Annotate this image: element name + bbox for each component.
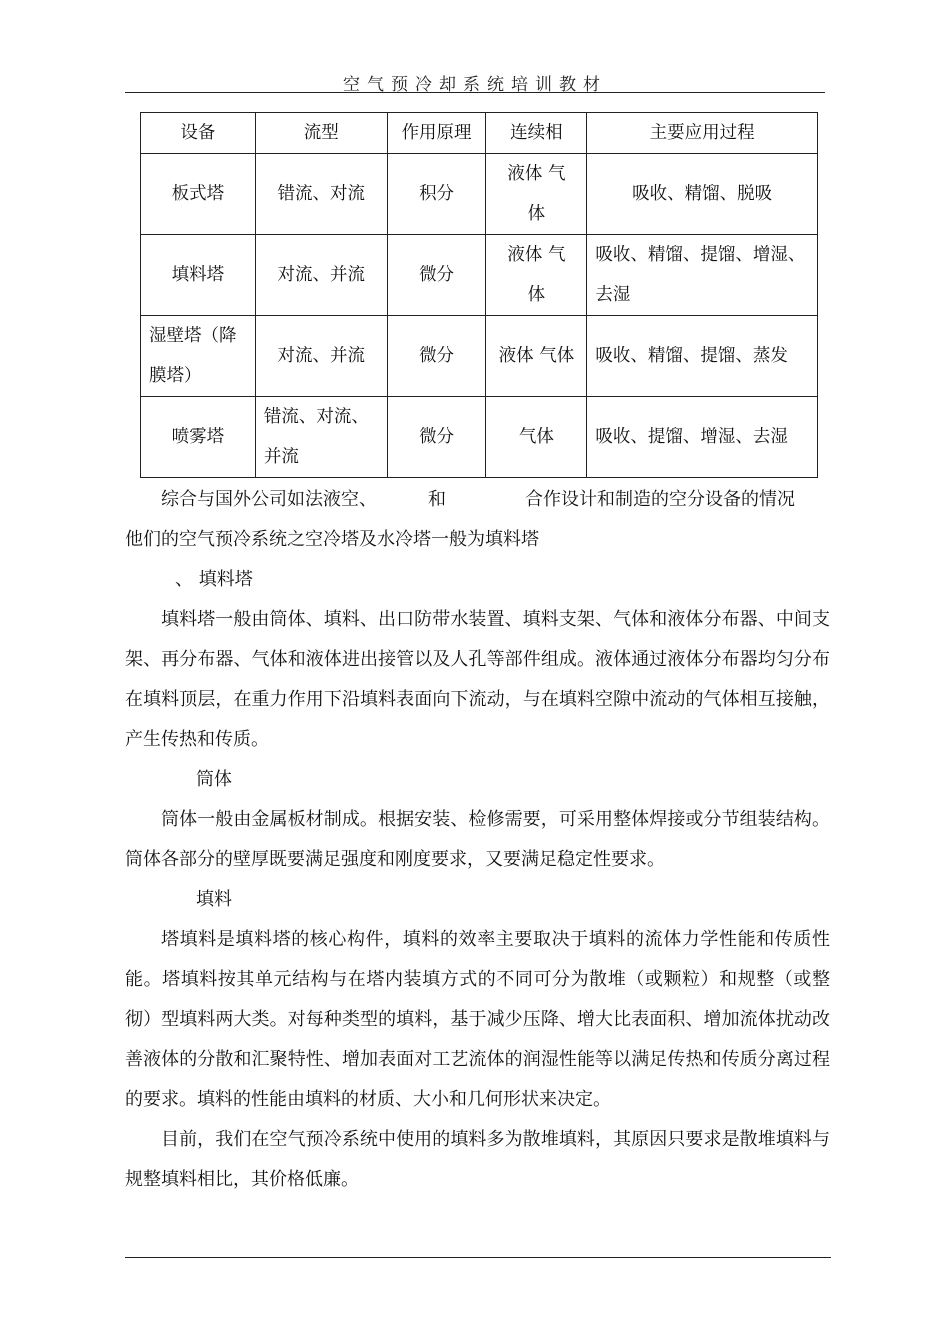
table-cell: 填料塔 <box>141 235 256 316</box>
page-header-title: 空气预冷却系统培训教材 <box>343 75 607 95</box>
table-cell: 吸收、提馏、增湿、去湿 <box>587 397 818 478</box>
table-header-row <box>141 113 818 154</box>
table-cell: 喷雾塔 <box>141 397 256 478</box>
intro-text-part2: 和 <box>428 489 446 510</box>
table-cell: 吸收、精馏、提馏、蒸发 <box>587 316 818 397</box>
column-header: 作用原理 <box>387 113 486 154</box>
table-cell: 微分 <box>387 316 486 397</box>
column-header: 主要应用过程 <box>587 113 818 154</box>
subheading-shell: 筒体 <box>196 769 232 790</box>
table-cell: 液体 气体 <box>486 235 587 316</box>
table-cell: 微分 <box>387 397 486 478</box>
table-row <box>141 316 818 397</box>
paragraph-current-use: 目前，我们在空气预冷系统中使用的填料多为散堆填料，其原因只要求是散堆填料与规整填料相比，其价格低廉。 <box>125 1129 830 1190</box>
subheading-packing: 填料 <box>196 889 232 910</box>
table-cell: 微分 <box>387 235 486 316</box>
intro-text-part3: 合作设计和制造的空分设备的情况 <box>525 489 795 510</box>
column-header: 连续相 <box>486 113 587 154</box>
table-cell: 吸收、精馏、脱吸 <box>587 154 818 235</box>
table-cell: 积分 <box>387 154 486 235</box>
intro-text-part1: 综合与国外公司如法液空、 <box>161 489 377 510</box>
table-cell: 气体 <box>486 397 587 478</box>
table-row <box>141 397 818 478</box>
table-cell: 板式塔 <box>141 154 256 235</box>
table-cell: 湿壁塔（降膜塔） <box>141 316 256 397</box>
column-header: 设备 <box>141 113 256 154</box>
table-row <box>141 154 818 235</box>
table-cell: 对流、并流 <box>255 316 387 397</box>
table-cell: 错流、对流、并流 <box>255 397 387 478</box>
table-cell: 液体 气体 <box>486 154 587 235</box>
header-rule <box>125 92 825 93</box>
table-row <box>141 235 818 316</box>
equipment-comparison-table <box>140 112 818 478</box>
footer-rule <box>125 1257 831 1258</box>
section-heading: 、 填料塔 <box>175 569 253 590</box>
table-cell: 对流、并流 <box>255 235 387 316</box>
paragraph-packing: 塔填料是填料塔的核心构件，填料的效率主要取决于填料的流体力学性能和传质性能。塔填料按其单元结构与在塔内装填方式的不同可分为散堆（或颗粒）和规整（或整彻）型填料两大类。对每种类型的填料，基于减少压降、增大比表面积、增加流体扰动改善液体的分散和汇聚特性、增加表面对工艺流体的润湿性能等以满足传热和传质分离过程的要求。填料的性能由填料的材质、大小和几何形状来决定。 <box>125 929 830 1110</box>
intro-text-line2: 他们的空气预冷系统之空冷塔及水冷塔一般为填料塔 <box>125 529 539 550</box>
table-cell: 错流、对流 <box>255 154 387 235</box>
table-cell: 液体 气体 <box>486 316 587 397</box>
paragraph-packed-tower: 填料塔一般由筒体、填料、出口防带水装置、填料支架、气体和液体分布器、中间支架、再分布器、气体和液体进出接管以及人孔等部件组成。液体通过液体分布器均匀分布在填料顶层，在重力作用下沿填料表面向下流动，与在填料空隙中流动的气体相互接触，产生传热和传质。 <box>125 609 830 750</box>
paragraph-shell: 筒体一般由金属板材制成。根据安装、检修需要，可采用整体焊接或分节组装结构。筒体各部分的壁厚既要满足强度和刚度要求，又要满足稳定性要求。 <box>125 809 830 870</box>
column-header: 流型 <box>255 113 387 154</box>
table-cell: 吸收、精馏、提馏、增湿、去湿 <box>587 235 818 316</box>
